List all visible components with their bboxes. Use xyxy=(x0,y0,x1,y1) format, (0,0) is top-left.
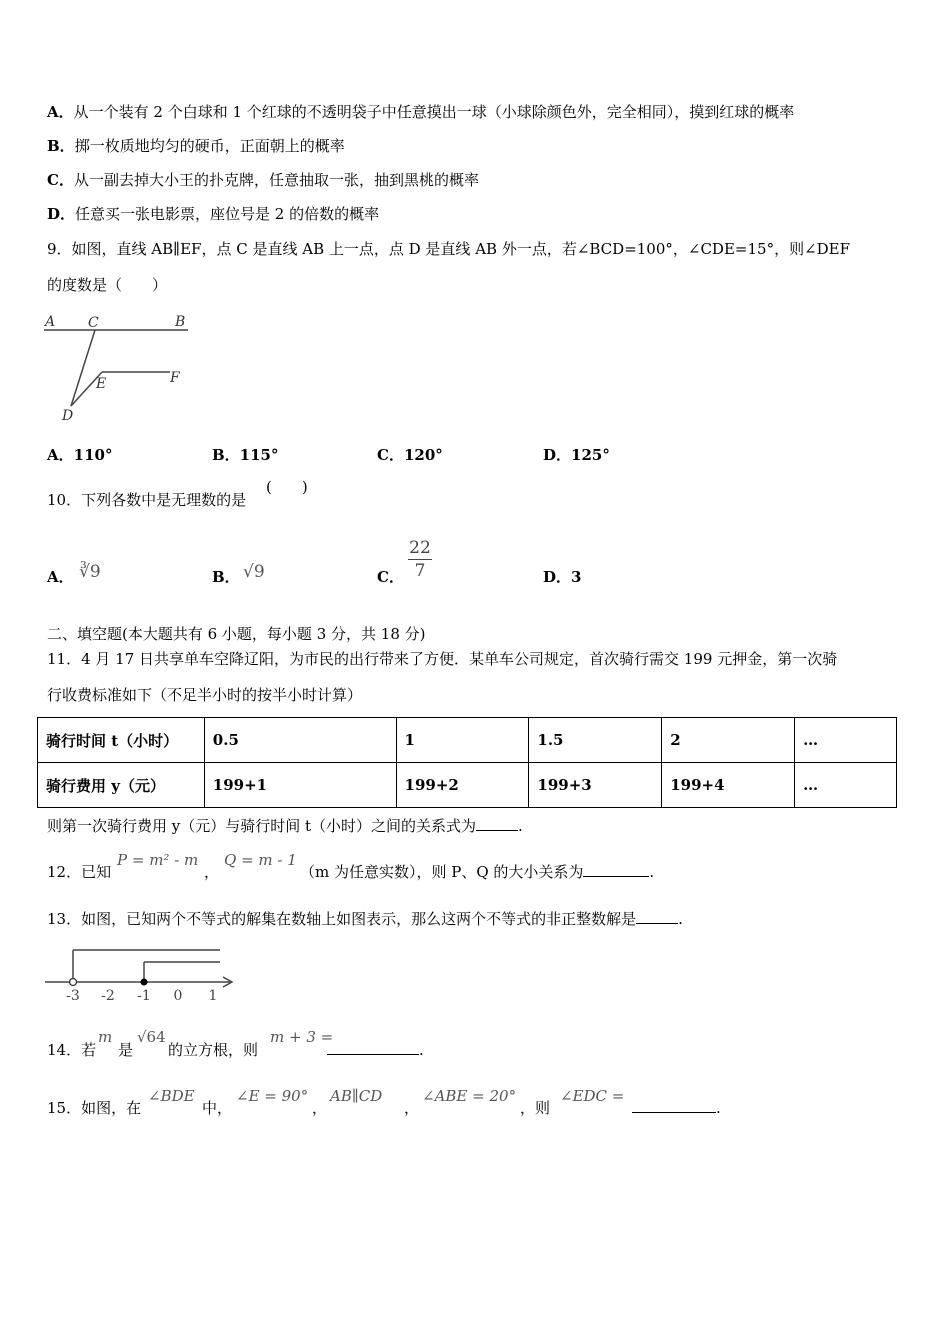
label-a: A xyxy=(45,314,56,330)
q14-mid1: 是 xyxy=(118,1041,134,1059)
answer-blank[interactable] xyxy=(327,1054,419,1055)
tick-label: -1 xyxy=(137,988,151,1004)
label-f: F xyxy=(170,370,180,386)
table-cell: 199+1 xyxy=(204,763,396,808)
table-cell: 1 xyxy=(396,718,529,763)
q10-stem: 10．下列各数中是无理数的是 xyxy=(47,491,247,509)
q14-pre: 14．若 xyxy=(47,1041,97,1059)
q12-p-expression: P = m² - m xyxy=(117,851,199,869)
q12-post: （m 为任意实数），则 P、Q 的大小关系为 . xyxy=(300,863,655,881)
q8-option-c: C．从一副去掉大小王的扑克牌，任意抽取一张，抽到黑桃的概率 xyxy=(47,171,479,189)
q9-stem-line1: 9．如图，直线 AB∥EF，点 C 是直线 AB 上一点，点 D 是直线 AB 外一点，若∠BCD=100°，∠CDE=15°，则∠DEF xyxy=(47,240,851,258)
q15-angle-abe: ∠ABE = 20° xyxy=(422,1087,517,1105)
table-cell: 2 xyxy=(662,718,795,763)
table-cell: 199+3 xyxy=(529,763,662,808)
tick-label: 1 xyxy=(208,988,218,1004)
q9-option-c: C．120° xyxy=(377,446,443,464)
q10-option-c-key: C． xyxy=(377,568,404,586)
q10-option-a-value: ∛9 xyxy=(79,562,101,582)
q10-option-a-key: A． xyxy=(47,568,74,586)
answer-blank[interactable] xyxy=(583,876,649,877)
label-c: C xyxy=(88,315,99,331)
q9-stem-line2: 的度数是（ ） xyxy=(47,276,168,294)
label-e: E xyxy=(96,376,107,392)
table-cell: … xyxy=(795,718,897,763)
q15-angle-edc: ∠EDC = xyxy=(560,1087,625,1105)
q12-q-expression: Q = m - 1 xyxy=(224,851,297,869)
table-cell: 骑行费用 y（元） xyxy=(38,763,205,808)
q14-answer: . xyxy=(327,1040,424,1060)
table-cell: 0.5 xyxy=(204,718,396,763)
q8-option-a: A．从一个装有 2 个白球和 1 个红球的不透明袋子中任意摸出一球（小球除颜色外，完全相同），摸到红球的概率 xyxy=(47,103,795,121)
q15-angle-bde: ∠BDE xyxy=(148,1087,195,1105)
q10-option-d: D．3 xyxy=(543,568,582,586)
table-cell: … xyxy=(795,763,897,808)
q10-option-b-value: √9 xyxy=(243,562,265,582)
label-b: B xyxy=(175,314,186,330)
table-cell: 199+2 xyxy=(396,763,529,808)
q11-stem-line2: 行收费标准如下（不足半小时的按半小时计算） xyxy=(47,686,363,704)
q15-parallel: AB∥CD xyxy=(330,1087,383,1105)
tick-label: 0 xyxy=(173,988,183,1004)
q14-mid2: 的立方根，则 xyxy=(168,1041,259,1059)
q10-fraction xyxy=(406,538,434,581)
q14-m: m xyxy=(98,1028,113,1046)
answer-blank[interactable] xyxy=(636,923,678,924)
q15-comma: ， xyxy=(404,1099,420,1117)
fraction-denominator: 7 xyxy=(414,561,426,581)
q10-paren: ( ) xyxy=(266,478,308,496)
q8-option-b: B．掷一枚质地均匀的硬币，正面朝上的概率 xyxy=(47,137,345,155)
q11-question: 则第一次骑行费用 y（元）与骑行时间 t（小时）之间的关系式为 . xyxy=(47,817,523,835)
number-line-figure xyxy=(40,945,240,1005)
fee-table xyxy=(37,717,897,808)
q10-option-b-key: B． xyxy=(212,568,240,586)
q14-expression: m + 3 = xyxy=(270,1028,334,1046)
q15-angle-e: ∠E = 90° xyxy=(236,1087,309,1105)
q13-stem: 13．如图，已知两个不等式的解集在数轴上如图表示，那么这两个不等式的非正整数解是 . xyxy=(47,910,683,928)
table-cell: 199+4 xyxy=(662,763,795,808)
table-cell: 骑行时间 t（小时） xyxy=(38,718,205,763)
answer-blank[interactable] xyxy=(632,1112,716,1113)
q11-stem-line1: 11．4 月 17 日共享单车空降辽阳，为市民的出行带来了方便．某单车公司规定，首次骑行需交 199 元押金，第一次骑 xyxy=(47,650,838,668)
q12-comma: ， xyxy=(204,863,220,881)
q9-option-d: D．125° xyxy=(543,446,610,464)
q9-figure xyxy=(40,310,200,425)
q15-comma: ， xyxy=(312,1099,328,1117)
q15-pre: 15．如图，在 xyxy=(47,1099,142,1117)
q9-option-b: B．115° xyxy=(212,446,279,464)
tick-label: -2 xyxy=(101,988,115,1004)
table-row xyxy=(38,763,897,808)
label-d: D xyxy=(62,408,74,424)
table-row xyxy=(38,718,897,763)
q9-option-a: A．110° xyxy=(47,446,113,464)
fraction-numerator: 22 xyxy=(409,538,431,558)
section-2-heading: 二、填空题(本大题共有 6 小题，每小题 3 分，共 18 分) xyxy=(47,625,426,643)
open-point-icon xyxy=(70,979,77,986)
q8-option-d: D．任意买一张电影票，座位号是 2 的倍数的概率 xyxy=(47,205,380,223)
q12-pre: 12．已知 xyxy=(47,863,112,881)
tick-label: -3 xyxy=(66,988,80,1004)
answer-blank[interactable] xyxy=(476,830,518,831)
q15-answer: . xyxy=(632,1098,721,1118)
q15-mid: 中， xyxy=(202,1099,233,1117)
q15-then: ，则 xyxy=(520,1099,551,1117)
table-cell: 1.5 xyxy=(529,718,662,763)
closed-point-icon xyxy=(141,979,148,986)
q14-root: √64 xyxy=(137,1028,166,1046)
